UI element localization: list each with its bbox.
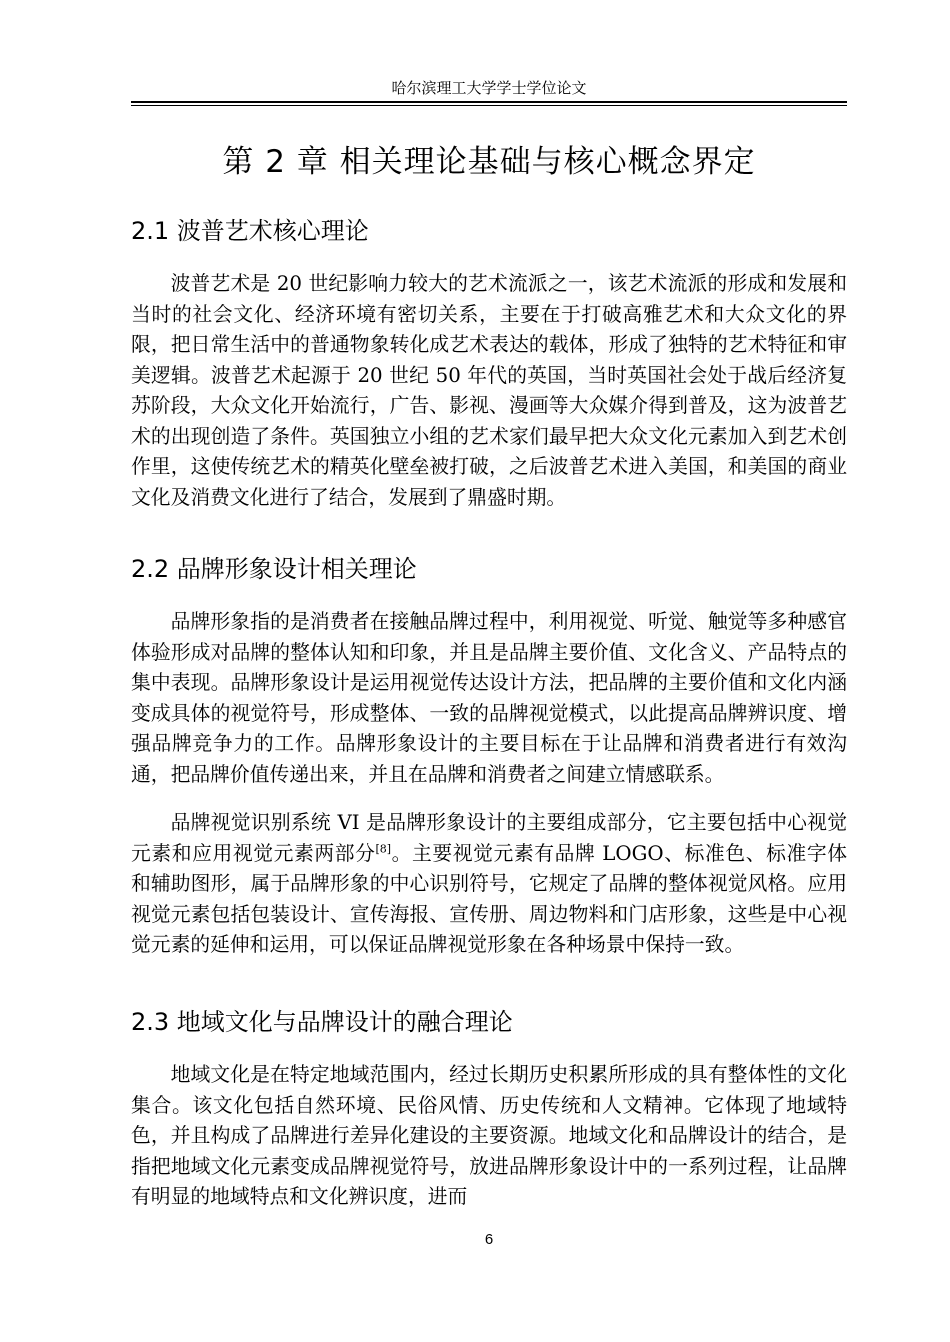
section-heading-2-1: 2.1 波普艺术核心理论 [131,217,369,245]
section-heading-2-2: 2.2 品牌形象设计相关理论 [131,555,417,583]
page-number: 6 [484,1231,494,1248]
paragraph-2-2-2-text-a: 品牌视觉识别系统 VI 是品牌形象设计的主要组成部分，它主要包括中心视觉元素和应用视觉元素两部分 [131,811,847,865]
paragraph-2-2-2-text-b: 。主要视觉元素有品牌 LOGO、标准色、标准字体和辅助图形，属于品牌形象的中心识别符号，它规定了品牌的整体视觉风格。应用视觉元素包括包装设计、宣传海报、宣传册、周边物料和门店形象，这些是中心视觉元素的延伸和运用，可以保证品牌视觉形象在各种场景中保持一致。 [131,841,847,956]
paragraph-2-2-2 [131,808,847,961]
section-heading-2-3: 2.3 地域文化与品牌设计的融合理论 [131,1008,513,1036]
header-rule-thin [131,105,847,106]
header-rule [131,101,847,103]
paragraph-2-1-1: 波普艺术是 20 世纪影响力较大的艺术流派之一，该艺术流派的形成和发展和当时的社会文化、经济环境有密切关系，主要在于打破高雅艺术和大众文化的界限，把日常生活中的普通物象转化成艺术表达的载体，形成了独特的艺术特征和审美逻辑。波普艺术起源于 20 世纪 50 年代的英国，当时英国社会处于战后经济复苏阶段，大众文化开始流行，广告、影视、漫画等大众媒介得到普及，这为波普艺术的出现创造了条件。英国独立小组的艺术家们最早把大众文化元素加入到艺术创作里，这使传统艺术的精英化壁垒被打破，之后波普艺术进入美国，和美国的商业文化及消费文化进行了结合，发展到了鼎盛时期。 [131,272,847,509]
citation-reference[interactable]: [8] [375,841,392,855]
paragraph-2-2-1: 品牌形象指的是消费者在接触品牌过程中，利用视觉、听觉、触觉等多种感官体验形成对品牌的整体认知和印象，并且是品牌主要价值、文化含义、产品特点的集中表现。品牌形象设计是运用视觉传达设计方法，把品牌的主要价值和文化内涵变成具体的视觉符号，形成整体、一致的品牌视觉模式，以此提高品牌辨识度、增强品牌竞争力的工作。品牌形象设计的主要目标在于让品牌和消费者进行有效沟通，把品牌价值传递出来，并且在品牌和消费者之间建立情感联系。 [131,610,847,786]
paragraph-2-3-1: 地域文化是在特定地域范围内，经过长期历史积累所形成的具有整体性的文化集合。该文化包括自然环境、民俗风情、历史传统和人文精神。它体现了地域特色，并且构成了品牌进行差异化建设的主要资源。地域文化和品牌设计的结合，是指把地域文化元素变成品牌视觉符号，放进品牌形象设计中的一系列过程，让品牌有明显的地域特点和文化辨识度，进而 [131,1063,847,1208]
chapter-title: 第 2 章 相关理论基础与核心概念界定 [222,144,756,180]
running-header: 哈尔滨理工大学学士学位论文 [391,79,587,97]
